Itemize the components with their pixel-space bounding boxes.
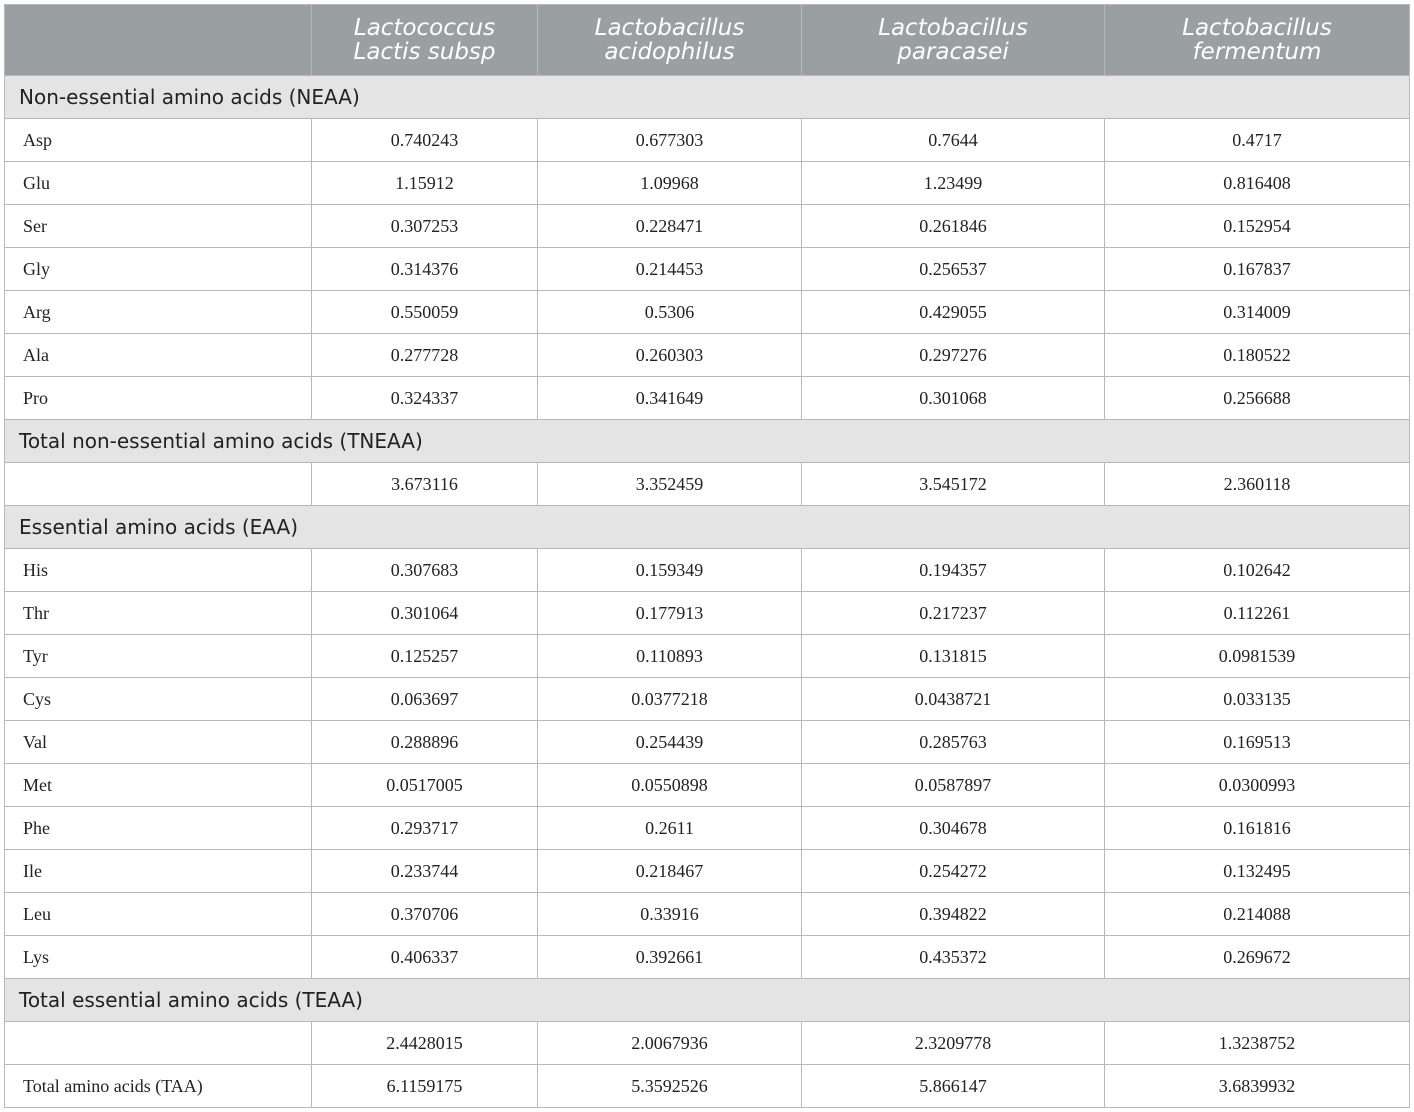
section-row [5,979,1410,1022]
section-title: Essential amino acids (EAA) [5,506,1410,549]
row-label: Cys [5,678,312,721]
row-label: Asp [5,119,312,162]
value-cell: 0.228471 [538,205,802,248]
value-cell: 3.545172 [802,463,1105,506]
value-cell: 2.360118 [1105,463,1410,506]
section-title: Total non-essential amino acids (TNEAA) [5,420,1410,463]
value-cell: 0.0587897 [802,764,1105,807]
amino-acid-table-container [4,4,1410,1108]
value-cell: 0.0438721 [802,678,1105,721]
value-cell: 1.3238752 [1105,1022,1410,1065]
value-cell: 2.4428015 [312,1022,538,1065]
value-cell: 0.816408 [1105,162,1410,205]
value-cell: 0.550059 [312,291,538,334]
value-cell: 0.392661 [538,936,802,979]
value-cell: 0.301068 [802,377,1105,420]
row-label: Arg [5,291,312,334]
table-row [5,377,1410,420]
section-row [5,76,1410,119]
value-cell: 0.161816 [1105,807,1410,850]
table-row [5,678,1410,721]
row-label: Ala [5,334,312,377]
value-cell: 0.169513 [1105,721,1410,764]
value-cell: 0.033135 [1105,678,1410,721]
header-lactococcus-lactis [312,5,538,76]
value-cell: 0.7644 [802,119,1105,162]
value-cell: 0.304678 [802,807,1105,850]
value-cell: 0.307683 [312,549,538,592]
value-cell: 1.15912 [312,162,538,205]
value-cell: 0.256537 [802,248,1105,291]
value-cell: 0.132495 [1105,850,1410,893]
row-label: Gly [5,248,312,291]
header-lactobacillus-fermentum [1105,5,1410,76]
table-row [5,721,1410,764]
table-row [5,807,1410,850]
row-label: Glu [5,162,312,205]
table-row [5,850,1410,893]
value-cell: 0.261846 [802,205,1105,248]
value-cell: 0.0517005 [312,764,538,807]
value-cell: 0.288896 [312,721,538,764]
row-label: Phe [5,807,312,850]
table-row [5,592,1410,635]
value-cell: 0.256688 [1105,377,1410,420]
value-cell: 0.324337 [312,377,538,420]
value-cell: 2.0067936 [538,1022,802,1065]
value-cell: 0.063697 [312,678,538,721]
table-row [5,463,1410,506]
value-cell: 0.125257 [312,635,538,678]
header-row [5,5,1410,76]
table-row [5,334,1410,377]
table-row [5,291,1410,334]
value-cell: 0.406337 [312,936,538,979]
section-title: Non-essential amino acids (NEAA) [5,76,1410,119]
header-line: fermentum [1192,39,1322,65]
value-cell: 0.102642 [1105,549,1410,592]
table-row [5,162,1410,205]
header-line: Lactis subsp [353,39,496,65]
value-cell: 0.314009 [1105,291,1410,334]
value-cell: 0.297276 [802,334,1105,377]
value-cell: 0.33916 [538,893,802,936]
value-cell: 5.3592526 [538,1065,802,1108]
value-cell: 0.0300993 [1105,764,1410,807]
value-cell: 0.5306 [538,291,802,334]
section-row [5,506,1410,549]
header-line: Lactobacillus [878,15,1028,41]
table-row [5,1065,1410,1108]
value-cell: 5.866147 [802,1065,1105,1108]
value-cell: 0.180522 [1105,334,1410,377]
value-cell: 0.677303 [538,119,802,162]
header-lactobacillus-paracasei [802,5,1105,76]
value-cell: 0.112261 [1105,592,1410,635]
value-cell: 1.23499 [802,162,1105,205]
header-line: paracasei [897,39,1009,65]
value-cell: 0.218467 [538,850,802,893]
value-cell: 0.167837 [1105,248,1410,291]
table-row [5,635,1410,678]
value-cell: 0.0981539 [1105,635,1410,678]
table-row [5,936,1410,979]
table-row [5,248,1410,291]
value-cell: 3.352459 [538,463,802,506]
row-label: Total amino acids (TAA) [5,1065,312,1108]
header-line: Lactobacillus [594,15,745,41]
value-cell: 0.314376 [312,248,538,291]
row-label: Met [5,764,312,807]
value-cell: 0.217237 [802,592,1105,635]
value-cell: 0.341649 [538,377,802,420]
section-title: Total essential amino acids (TEAA) [5,979,1410,1022]
header-line: Lactococcus [353,15,496,41]
table-body [5,76,1410,1108]
value-cell: 0.4717 [1105,119,1410,162]
value-cell: 0.233744 [312,850,538,893]
row-label: Tyr [5,635,312,678]
row-label: Ser [5,205,312,248]
value-cell: 0.159349 [538,549,802,592]
value-cell: 0.254439 [538,721,802,764]
header-corner-cell [5,5,312,76]
value-cell: 2.3209778 [802,1022,1105,1065]
table-header [5,5,1410,76]
value-cell: 0.152954 [1105,205,1410,248]
value-cell: 0.435372 [802,936,1105,979]
value-cell: 0.293717 [312,807,538,850]
value-cell: 0.260303 [538,334,802,377]
row-label [5,1022,312,1065]
value-cell: 0.214453 [538,248,802,291]
value-cell: 0.110893 [538,635,802,678]
value-cell: 0.370706 [312,893,538,936]
value-cell: 0.0377218 [538,678,802,721]
value-cell: 6.1159175 [312,1065,538,1108]
row-label: Pro [5,377,312,420]
header-lactobacillus-acidophilus [538,5,802,76]
value-cell: 3.6839932 [1105,1065,1410,1108]
row-label: Lys [5,936,312,979]
value-cell: 0.301064 [312,592,538,635]
amino-acid-table [4,4,1410,1108]
value-cell: 0.254272 [802,850,1105,893]
table-row [5,1022,1410,1065]
row-label: His [5,549,312,592]
value-cell: 0.131815 [802,635,1105,678]
row-label: Val [5,721,312,764]
value-cell: 0.394822 [802,893,1105,936]
value-cell: 0.214088 [1105,893,1410,936]
table-row [5,119,1410,162]
table-row [5,205,1410,248]
value-cell: 0.740243 [312,119,538,162]
row-label: Thr [5,592,312,635]
header-line: acidophilus [604,39,735,65]
table-row [5,549,1410,592]
value-cell: 0.307253 [312,205,538,248]
row-label [5,463,312,506]
value-cell: 3.673116 [312,463,538,506]
row-label: Leu [5,893,312,936]
value-cell: 0.429055 [802,291,1105,334]
value-cell: 0.269672 [1105,936,1410,979]
value-cell: 0.2611 [538,807,802,850]
table-row [5,764,1410,807]
value-cell: 0.0550898 [538,764,802,807]
table-row [5,893,1410,936]
section-row [5,420,1410,463]
value-cell: 0.194357 [802,549,1105,592]
value-cell: 0.285763 [802,721,1105,764]
header-line: Lactobacillus [1182,15,1332,41]
row-label: Ile [5,850,312,893]
value-cell: 0.277728 [312,334,538,377]
value-cell: 0.177913 [538,592,802,635]
value-cell: 1.09968 [538,162,802,205]
